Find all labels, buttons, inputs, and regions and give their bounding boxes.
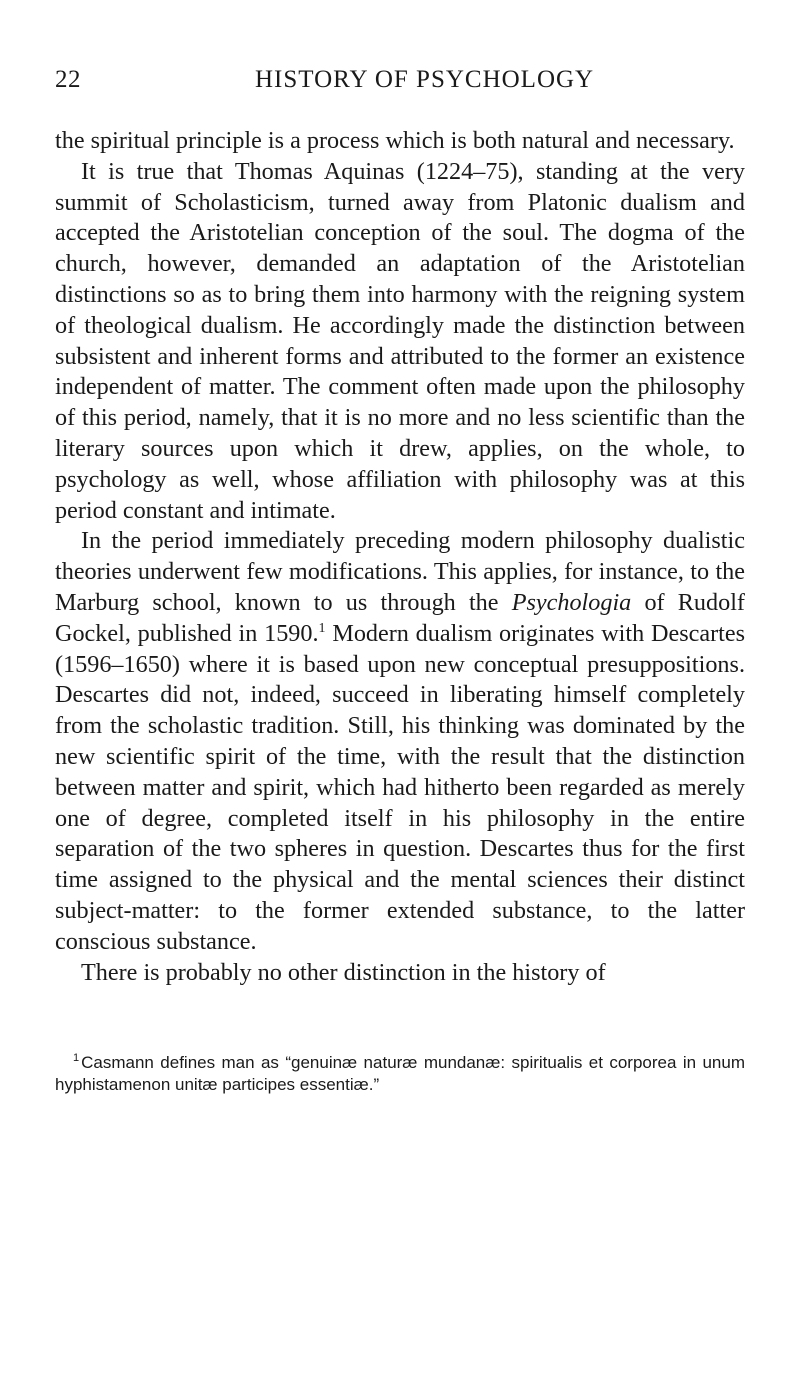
footnote-reference: 1 [318,620,326,636]
paragraph-4: There is probably no other distinction in the history of [81,958,606,986]
paragraph-3-text-b: of Rudolf Gockel, published in 1590. [55,588,745,647]
running-head [55,66,745,106]
page-number: 22 [55,66,81,93]
footnote-text: Casmann defines man as “genuinæ naturæ mundanæ: spiritualis et corporea in unum hyphistamenon unitæ participes essentiæ.” [55,1053,745,1094]
paragraph-1: the spiritual principle is a process which is both natural and necessary. [55,127,735,154]
footnote [55,1052,745,1096]
paragraph-2: It is true that Thomas Aquinas (1224–75), standing at the very summit of Scholasticism, turned away from Platonic dualism and accepted the Aristotelian conception of the soul. The dogma of the church, however, demanded an adaptation of the Aristotelian distinctions so as to bring them into harmony with the reigning system of theological dualism. He accordingly made the distinction between subsistent and inherent forms and attributed to the former an existence independent of matter. The comment often made upon the philosophy of this period, namely, that it is no more and no less scientific than the literary sources upon which it drew, applies, on the whole, to psychology as well, whose affiliation with philosophy was at this period constant and intimate. [55,157,745,524]
book-title-psychologia: Psychologia [511,588,632,616]
paragraph-3-text-a: In the period immediately preceding modern philosophy dualistic theories underwent few modifications. This applies, for instance, to the Marburg school, known to us through the [55,527,745,616]
body-text [55,126,745,988]
paragraph-3 [55,526,745,957]
paragraph-3-text-c: Modern dualism originates with Descartes (1596–1650) where it is based upon new conceptual presuppositions. Descartes did not, indeed, succeed in liberating himself completely from the scholastic tradition. Still, his thinking was dominated by the new scientific spirit of the time, with the result that the distinction between matter and spirit, which had hitherto been regarded as merely one of degree, completed itself in his philosophy in the entire separation of the two spheres in question. Descartes thus for the first time assigned to the physical and the mental sciences their distinct subject-matter: to the former extended substance, to the latter conscious substance. [55,619,745,955]
footnote-marker: 1 [73,1052,80,1065]
running-title: HISTORY OF PSYCHOLOGY [255,66,595,93]
